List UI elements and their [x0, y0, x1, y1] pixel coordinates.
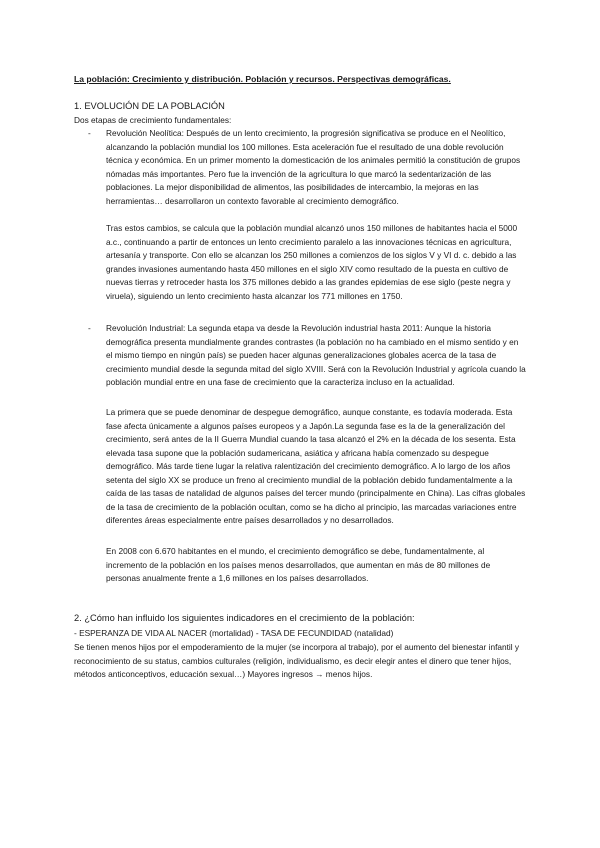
section-2-indicators: - ESPERANZA DE VIDA AL NACER (mortalidad) - TASA DE FECUNDIDAD (natalidad): [74, 628, 394, 638]
demographic-phases-paragraph: La primera que se puede denominar de despegue demográfico, aunque constante, es todavía moderada. Esta fase afecta únicamente a algunos países europeos y a Japón.La segunda fase es la de la generalización del crecimiento, será antes de la II Guerra Mundial cuando la tasa alcanzó el 2% en la década de los sesenta. Esta elevada tasa supone que la población sudamericana, asiática y africana había comenzado su despegue demográfico. Más tarde tiene lugar la relativa ralentización del crecimiento demográfico. A lo largo de los años setenta del siglo XX se produce un freno al crecimiento mundial de la población debido fundamentalmente a la caída de las tasas de natalidad de algunos países del tercer mundo (principalmente en China). Las cifras globales de la tasa de crecimiento de la población ocultan, como se ha dicho al principio, las marcadas variaciones entre diferentes áreas especialmente entre países desarrollados y no desarrollados.: [106, 407, 526, 525]
current-growth-paragraph: En 2008 con 6.670 habitantes en el mundo, el crecimiento demográfico se debe, fundamentalmente, al incremento de la población en los países menos desarrollados, que aumentan en más de 80 millones de personas anualmente frente a 1,6 millones en los países desarrollados.: [106, 546, 491, 583]
industrial-revolution-paragraph: Revolución Industrial: La segunda etapa va desde la Revolución industrial hasta 2011: Aunque la historia demográfica presenta mundialmente grandes contrastes (la población no ha cambiado en el mismo sentido y en el mismo tiempo en ningún país) se pueden hacer algunas generalizaciones globales acerca de la tasa de crecimiento mundial desde la segunda mitad del siglo XVIII. Será con la Revolución Industrial y agrícola cuando la población mundial entre en una fase de crecimiento que la caracteriza incluso en la actualidad.: [106, 323, 526, 387]
neolithic-growth-paragraph: Tras estos cambios, se calcula que la población mundial alcanzó unos 150 millones de habitantes hacia el 5000 a.c., continuando a partir de entonces un lento crecimiento paralelo a las innovaciones técnicas en agricultura, artesanía y transporte. Con ello se alcanzan los 250 millones a comienzos de los siglos V y VI d. c. debido a las grandes invasiones aumentando hasta 450 millones en el siglo XIV como resultado de la puesta en cultivo de nuevas tierras y retroceder hasta los 375 millones debido a las grandes epidemias de ese siglo (peste negra y viruela), siguiendo un lento crecimiento hasta alcanzar los 771 millones en 1750.: [106, 223, 518, 301]
section-1-intro: Dos etapas de crecimiento fundamentales:: [74, 115, 232, 125]
section-2-heading: 2. ¿Cómo han influido los siguientes indicadores en el crecimiento de la población:: [74, 613, 415, 623]
neolithic-revolution-paragraph: Revolución Neolítica: Después de un lento crecimiento, la progresión significativa se produce en el Neolítico, alcanzando la población mundial los 100 millones. Esta aceleración fue el resultado de una doble revolución técnica y económica. En un primer momento la domesticación de los animales permitió la constitución de grupos nómadas más importantes. Pero fue la invención de la agricultura lo que marcó la sedentarización de las poblaciones. La mejor disponibilidad de alimentos, las posibilidades de intercambio, la mejoras en las herramientas… desarrollaron un contexto favorable al crecimiento demográfico.: [106, 128, 521, 206]
section-2-body: Se tienen menos hijos por el empoderamiento de la mujer (se incorpora al trabajo), por el aumento del bienestar infantil y reconocimiento de su status, cambios culturales (religión, individualismo, es decir elegir antes el dinero que tener hijos, métodos anticonceptivos, educación sexual…) Mayores ingresos → menos hijos.: [74, 642, 520, 679]
list-item-marker: -: [88, 323, 91, 333]
list-item-marker: -: [88, 128, 91, 138]
section-1-heading: 1. EVOLUCIÓN DE LA POBLACIÓN: [74, 101, 225, 111]
document-title: La población: Crecimiento y distribución. Población y recursos. Perspectivas demográficas.: [74, 74, 451, 84]
